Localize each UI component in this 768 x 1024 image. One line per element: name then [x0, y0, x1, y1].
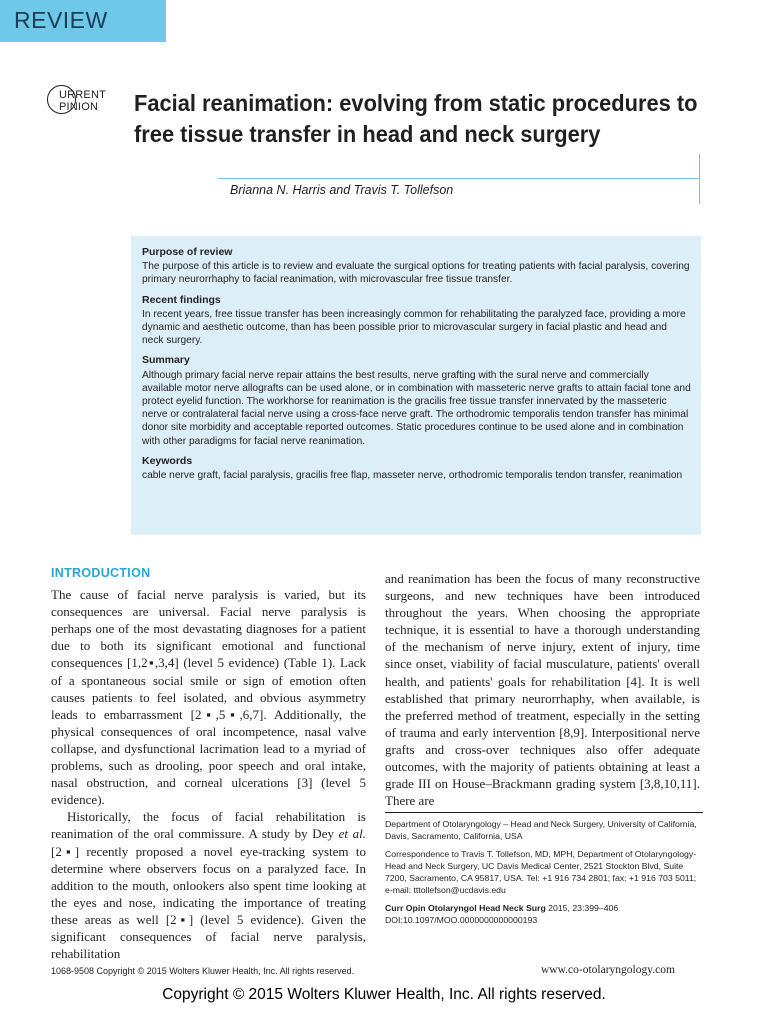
logo-line-2: PINION — [59, 101, 99, 113]
doi: DOI:10.1097/MOO.0000000000000193 — [385, 915, 538, 925]
keywords-heading: Keywords — [142, 454, 193, 467]
para2-part-b: [2▪] recently proposed a novel eye-tracking system to determine where observers focus on a paralyzed face. In addition to the mouth, onlookers also spent time looking at the eyes and nose, indicating the importance of treating these areas as well [2▪] (level 5 evidence). Given the significant consequences of facial nerve paralysis, rehabilitation — [51, 843, 366, 962]
para2-part-a: Historically, the focus of facial rehabilitation is reanimation of the oral commissure. A study by Dey — [51, 809, 366, 842]
footer-issn: 1068-9508 Copyright © 2015 Wolters Kluwer Health, Inc. All rights reserved. — [51, 966, 355, 976]
introduction-heading: INTRODUCTION — [51, 566, 151, 580]
intro-paragraph-1: The cause of facial nerve paralysis is varied, but its consequences are universal. Facial nerve paralysis is perhaps one of the most devastating diagnoses for a patient due to both its significant emotional and functional consequences [1,2▪,3,4] (level 5 evidence) (Table 1). Lack of a spontaneous social smile or sign of emotion often causes patients to feel isolated, and obvious asymmetry leads to embarrassment [2▪,5▪,6,7]. Additionally, the physical consequences of oral incompetence, nasal valve collapse, and dysfunctional lacrimation lead to a myriad of problems, such as drooling, poor speech and oral intake, nasal obstruction, and corneal ulcerations [3] (level 5 evidence). — [51, 587, 366, 808]
affiliation-divider — [385, 812, 703, 813]
journal-citation — [385, 902, 703, 914]
article-title: Facial reanimation: evolving from static procedures to free tissue transfer in head and neck surgery — [134, 90, 698, 147]
authors-divider-vertical — [699, 154, 700, 204]
department: Department of Otolaryngology – Head and Neck Surgery, University of California, Davis, Sacramento, California, USA — [385, 819, 697, 841]
affiliation-block — [385, 818, 703, 926]
journal-volume: 2015, 23:399–406 — [545, 903, 619, 913]
findings-text: In recent years, free tissue transfer has been increasingly common for rehabilitating the paralyzed face, providing a more dynamic and aesthetic outcome, than has been possible prior to microvascular surgery in facial plastic and head and neck surgery. — [142, 308, 686, 347]
section-tab: REVIEW — [0, 0, 166, 42]
correspondence: Correspondence to Travis T. Tollefson, MD, MPH, Department of Otolaryngology-Head and Neck Surgery, UC Davis Medical Center, 2521 Stockton Blvd, Suite 7200, Sacramento, CA 95817, USA. Tel: +1 916 734 2801; fax: +1 916 703 5011; e-mail: tttollefson@ucdavis.edu — [385, 849, 697, 895]
authors-divider — [218, 178, 700, 179]
current-opinion-logo — [47, 84, 121, 120]
summary-text: Although primary facial nerve repair attains the best results, nerve grafting with the sural nerve and commercially available motor nerve allografts can be used alone, or in combination with masseteric nerve grafts to attain facial tone and protect eyelid function. The workhorse for reanimation is the gracilis free tissue transfer innervated by the masseteric nerve or contralateral facial nerve using a cross-face nerve graft. The orthodromic temporalis tendon transfer has minimal donor site morbidity and acceptable reported outcomes. Static procedures continue to be used alone and in combination with other paradigms for facial nerve reanimation. — [142, 369, 691, 447]
copyright-banner: Copyright © 2015 Wolters Kluwer Health, Inc. All rights reserved. — [162, 986, 606, 1003]
summary-heading: Summary — [142, 354, 190, 367]
authors: Brianna N. Harris and Travis T. Tollefson — [230, 183, 454, 197]
right-paragraph-1: and reanimation has been the focus of many reconstructive surgeons, and new techniques have been introduced throughout the years. When choosing the appropriate technique, it is essential to have a thorough understanding of the mechanism of nerve injury, extent of injury, time since onset, viability of facial musculature, patients' overall health, and patients' goals for rehabilitation [4]. It is well established that primary neurorrhaphy, when available, is the preferred method of treatment, especially in the setting of trauma and early intervention [8,9]. Interpositional nerve grafts and cross-over techniques also offer adequate outcomes, with the majority of patients obtaining at least a grade III on House–Brackmann grading system [3,8,10,11]. There are — [385, 571, 700, 809]
findings-heading: Recent findings — [142, 293, 221, 306]
purpose-text: The purpose of this article is to review and evaluate the surgical options for treating patients with facial paralysis, covering primary neurorrhaphy to facial reanimation, with microvascular free tissue transfer. — [142, 261, 690, 286]
purpose-heading: Purpose of review — [142, 246, 233, 258]
footer-url[interactable]: www.co-otolaryngology.com — [541, 964, 675, 976]
keywords-text: cable nerve graft, facial paralysis, gracilis free flap, masseter nerve, orthodromic temporalis tendon transfer, reanimation — [142, 470, 683, 482]
right-column — [385, 570, 700, 809]
logo-line-1: URRENT — [59, 89, 107, 101]
journal-name: Curr Opin Otolaryngol Head Neck Surg — [385, 903, 546, 913]
para2-etal: et al. — [338, 826, 366, 842]
left-column — [51, 563, 366, 962]
abstract-box — [131, 236, 701, 535]
intro-paragraph-2 — [51, 808, 366, 962]
